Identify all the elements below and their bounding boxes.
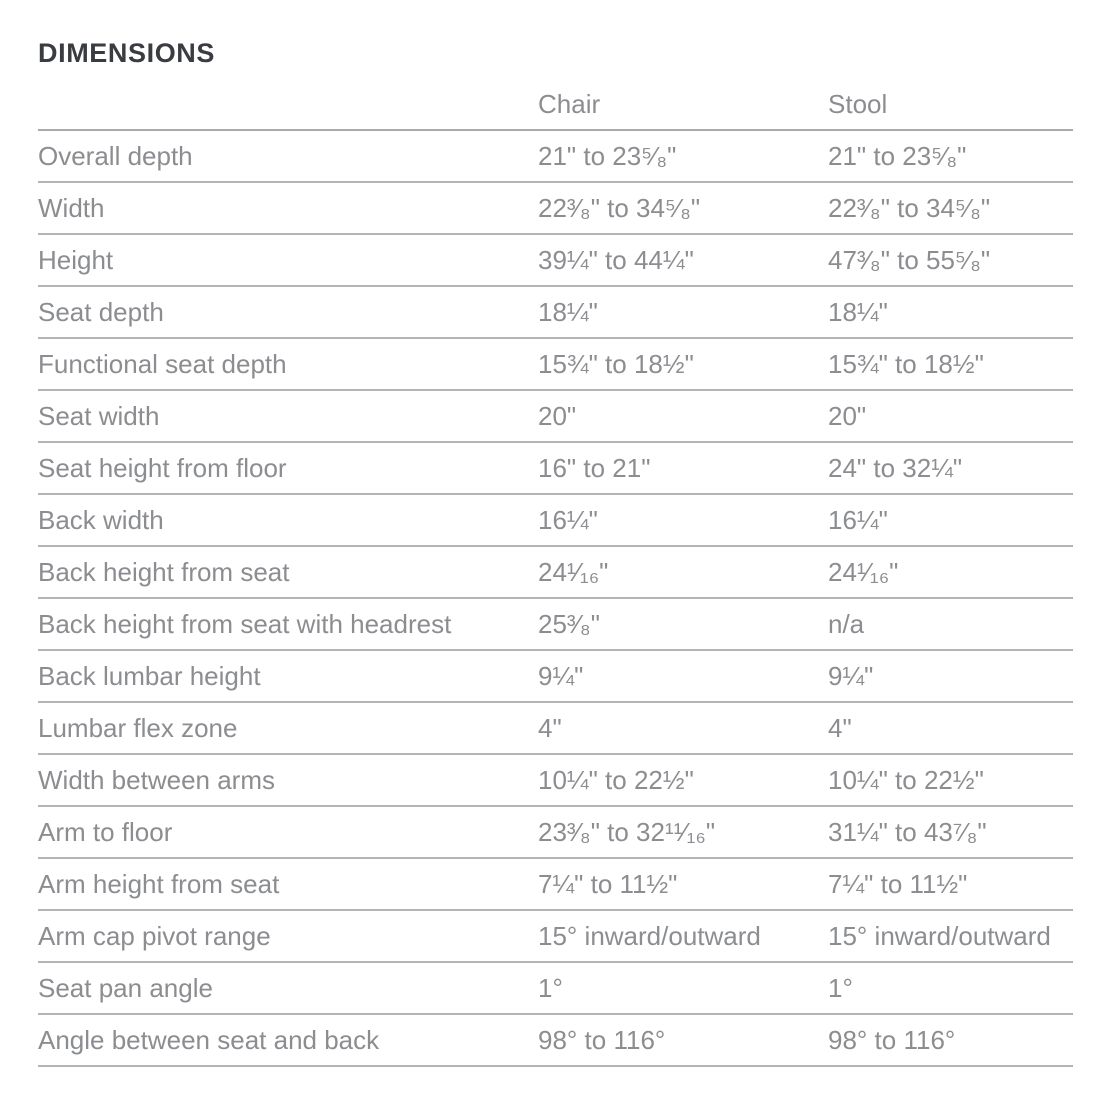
stool-value: 7¼" to 11½" xyxy=(828,868,968,899)
table-header-row xyxy=(38,86,1073,131)
row-label: Width between arms xyxy=(38,764,275,795)
table-row xyxy=(38,599,1073,651)
chair-value: 98° to 116° xyxy=(538,1024,666,1055)
row-label: Seat width xyxy=(38,400,160,431)
stool-value: n/a xyxy=(828,608,865,639)
table-row xyxy=(38,547,1073,599)
row-label: Height xyxy=(38,244,114,275)
chair-value: 15¾" to 18½" xyxy=(538,348,694,379)
chair-value: 22³⁄₈" to 34⁵⁄₈" xyxy=(538,192,701,223)
row-label: Arm to floor xyxy=(38,816,173,847)
chair-value: 25³⁄₈" xyxy=(538,608,600,639)
stool-value: 18¼" xyxy=(828,296,888,327)
table-row xyxy=(38,1015,1073,1067)
chair-value: 16" to 21" xyxy=(538,452,651,483)
stool-value: 47³⁄₈" to 55⁵⁄₈" xyxy=(828,244,991,275)
chair-value: 39¼" to 44¼" xyxy=(538,244,694,275)
row-label: Overall depth xyxy=(38,140,193,171)
chair-value: 24¹⁄₁₆" xyxy=(538,556,609,587)
table-row xyxy=(38,651,1073,703)
stool-value: 15° inward/outward xyxy=(828,920,1051,951)
table-row xyxy=(38,183,1073,235)
table-row xyxy=(38,703,1073,755)
stool-value: 20" xyxy=(828,400,867,431)
table-row xyxy=(38,859,1073,911)
table-row xyxy=(38,339,1073,391)
stool-value: 10¼" to 22½" xyxy=(828,764,984,795)
stool-value: 24¹⁄₁₆" xyxy=(828,556,899,587)
chair-value: 1° xyxy=(538,972,563,1003)
table-row xyxy=(38,963,1073,1015)
stool-value: 21" to 23⁵⁄₈" xyxy=(828,140,967,171)
row-label: Seat height from floor xyxy=(38,452,287,483)
stool-value: 9¼" xyxy=(828,660,874,691)
stool-value: 24" to 32¼" xyxy=(828,452,963,483)
chair-value: 15° inward/outward xyxy=(538,920,761,951)
column-header-stool: Stool xyxy=(828,89,888,119)
table-row xyxy=(38,911,1073,963)
table-row xyxy=(38,235,1073,287)
row-label: Seat pan angle xyxy=(38,972,213,1003)
dimensions-table xyxy=(38,86,1073,1067)
table-row xyxy=(38,443,1073,495)
row-label: Seat depth xyxy=(38,296,164,327)
chair-value: 10¼" to 22½" xyxy=(538,764,694,795)
table-row xyxy=(38,755,1073,807)
stool-value: 1° xyxy=(828,972,853,1003)
chair-value: 20" xyxy=(538,400,577,431)
row-label: Arm cap pivot range xyxy=(38,920,271,951)
table-row xyxy=(38,391,1073,443)
chair-value: 4" xyxy=(538,712,562,743)
stool-value: 22³⁄₈" to 34⁵⁄₈" xyxy=(828,192,991,223)
row-label: Angle between seat and back xyxy=(38,1024,380,1055)
spec-content xyxy=(38,38,1073,1067)
row-label: Back width xyxy=(38,504,164,535)
stool-value: 16¼" xyxy=(828,504,888,535)
table-row xyxy=(38,495,1073,547)
row-label: Arm height from seat xyxy=(38,868,280,899)
row-label: Width xyxy=(38,192,105,223)
stool-value: 4" xyxy=(828,712,852,743)
row-label: Functional seat depth xyxy=(38,348,287,379)
chair-value: 9¼" xyxy=(538,660,584,691)
stool-value: 98° to 116° xyxy=(828,1024,956,1055)
chair-value: 16¼" xyxy=(538,504,598,535)
stool-value: 15¾" to 18½" xyxy=(828,348,984,379)
chair-value: 23³⁄₈" to 32¹¹⁄₁₆" xyxy=(538,816,716,847)
row-label: Lumbar flex zone xyxy=(38,712,238,743)
chair-value: 21" to 23⁵⁄₈" xyxy=(538,140,677,171)
page-title: DIMENSIONS xyxy=(38,38,216,68)
table-row xyxy=(38,287,1073,339)
row-label: Back lumbar height xyxy=(38,660,261,691)
column-header-blank xyxy=(38,120,538,129)
column-header-chair: Chair xyxy=(538,89,601,119)
table-row xyxy=(38,131,1073,183)
row-label: Back height from seat with headrest xyxy=(38,608,452,639)
stool-value: 31¼" to 43⁷⁄₈" xyxy=(828,816,987,847)
table-row xyxy=(38,807,1073,859)
chair-value: 7¼" to 11½" xyxy=(538,868,678,899)
chair-value: 18¼" xyxy=(538,296,598,327)
row-label: Back height from seat xyxy=(38,556,290,587)
